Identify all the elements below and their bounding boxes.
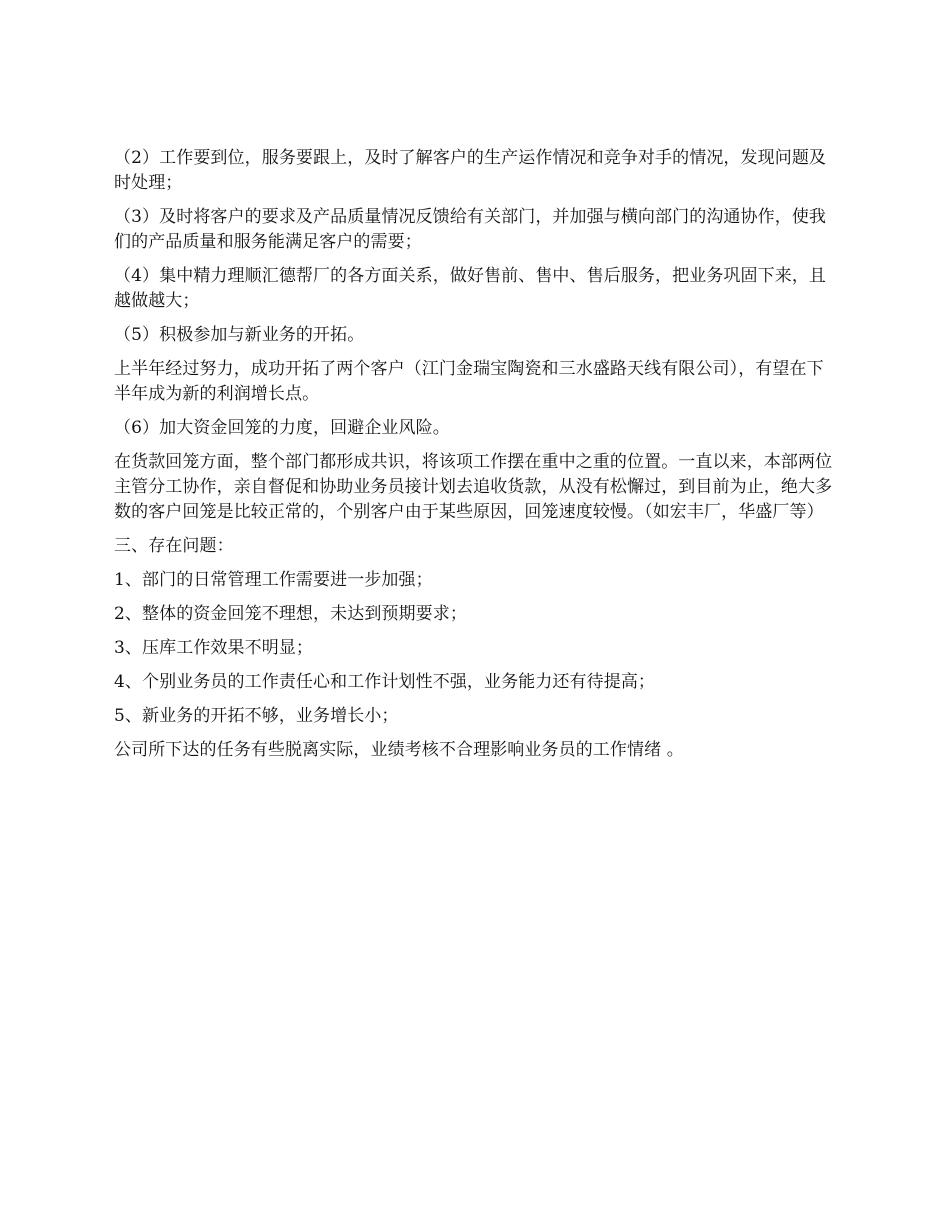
paragraph-company-tasks: 公司所下达的任务有些脱离实际，业绩考核不合理影响业务员的工作情绪 。: [114, 740, 684, 760]
document-body: [114, 146, 840, 772]
paragraph-item-5: （5）积极参加与新业务的开拓。: [114, 325, 365, 345]
issue-item-1: 1、部门的日常管理工作需要进一步加强；: [114, 570, 433, 590]
issue-item-4: 4、个别业务员的工作责任心和工作计划性不强，业务能力还有待提高；: [114, 672, 656, 692]
paragraph-item-2: （2）工作要到位，服务要跟上，及时了解客户的生产运作情况和竞争对手的情况，发现问题及时处理；: [114, 148, 827, 193]
paragraph-collections: 在货款回笼方面，整个部门都形成共识，将该项工作摆在重中之重的位置。一直以来，本部两位主管分工协作，亲自督促和协助业务员接计划去追收货款，从没有松懈过，到目前为止，绝大多数的客户回笼是比较正常的，个别客户由于某些原因，回笼速度较慢。（如宏丰厂，华盛厂等）: [114, 452, 833, 522]
section-heading-issues: 三、存在问题：: [114, 536, 234, 556]
paragraph-new-clients: 上半年经过努力，成功开拓了两个客户（江门金瑞宝陶瓷和三水盛路天线有限公司），有望在下半年成为新的利润增长点。: [114, 359, 824, 404]
issue-item-5: 5、新业务的开拓不够，业务增长小；: [114, 706, 399, 726]
paragraph-item-6: （6）加大资金回笼的力度，回避企业风险。: [114, 418, 450, 438]
issue-item-3: 3、压库工作效果不明显；: [114, 638, 314, 658]
paragraph-item-4: （4）集中精力理顺汇德帮厂的各方面关系，做好售前、售中、售后服务，把业务巩固下来，且越做越大；: [114, 266, 827, 311]
paragraph-item-3: （3）及时将客户的要求及产品质量情况反馈给有关部门，并加强与横向部门的沟通协作，使我们的产品质量和服务能满足客户的需要；: [114, 207, 827, 252]
issue-item-2: 2、整体的资金回笼不理想，未达到预期要求；: [114, 604, 467, 624]
